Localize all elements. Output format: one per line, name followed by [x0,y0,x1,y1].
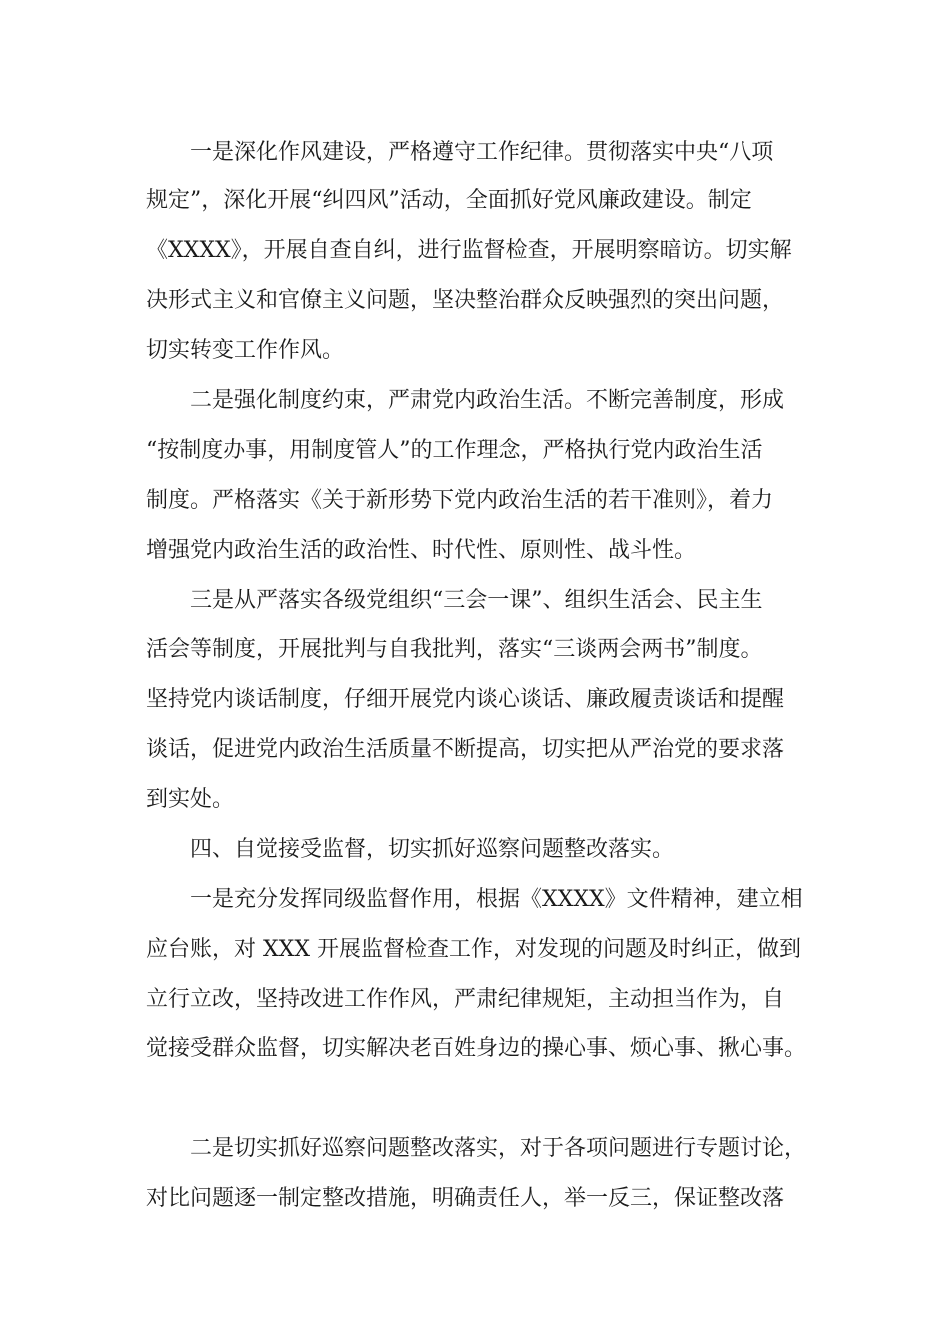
text-line: 规定”，深化开展“纠四风”活动，全面抓好党风廉政建设。制定 [146,188,752,213]
text-line: 一是充分发挥同级监督作用，根据《XXXX》文件精神，建立相 [190,887,803,912]
text-line: 《XXXX》，开展自查自纠，进行监督检查，开展明察暗访。切实解 [146,238,792,263]
text-line: 二是强化制度约束，严肃党内政治生活。不断完善制度，形成 [190,388,785,413]
text-line: 觉接受群众监督，切实解决老百姓身边的操心事、烦心事、揪心事。 [146,1036,807,1061]
text-line: 制度。严格落实《关于新形势下党内政治生活的若干准则》，着力 [146,488,774,513]
text-line: 谈话，促进党内政治生活质量不断提高，切实把从严治党的要求落 [146,737,785,762]
text-line: 三是从严落实各级党组织“三会一课”、组织生活会、民主生 [190,588,763,613]
text-line: 一是深化作风建设，严格遵守工作纪律。贯彻落实中央“八项 [190,140,774,165]
text-line: 二是切实抓好巡察问题整改落实，对于各项问题进行专题讨论， [190,1136,807,1161]
text-line: 对比问题逐一制定整改措施，明确责任人，举一反三，保证整改落 [146,1186,785,1211]
text-line: 增强党内政治生活的政治性、时代性、原则性、战斗性。 [146,538,697,563]
text-line: 活会等制度，开展批判与自我批判，落实“三谈两会两书”制度。 [146,637,763,662]
text-line: 应台账，对 XXX 开展监督检查工作，对发现的问题及时纠正，做到 [146,937,801,962]
text-line: 切实转变工作作风。 [146,338,345,363]
text-line: 坚持党内谈话制度，仔细开展党内谈心谈话、廉政履责谈话和提醒 [146,687,785,712]
text-line: 决形式主义和官僚主义问题，坚决整治群众反映强烈的突出问题， [146,288,785,313]
text-line: 立行立改，坚持改进工作作风，严肃纪律规矩，主动担当作为，自 [146,987,785,1012]
section-heading: 四、自觉接受监督，切实抓好巡察问题整改落实。 [190,837,675,862]
text-line: “按制度办事，用制度管人”的工作理念，严格执行党内政治生活 [146,438,763,463]
text-line: 到实处。 [146,787,235,812]
